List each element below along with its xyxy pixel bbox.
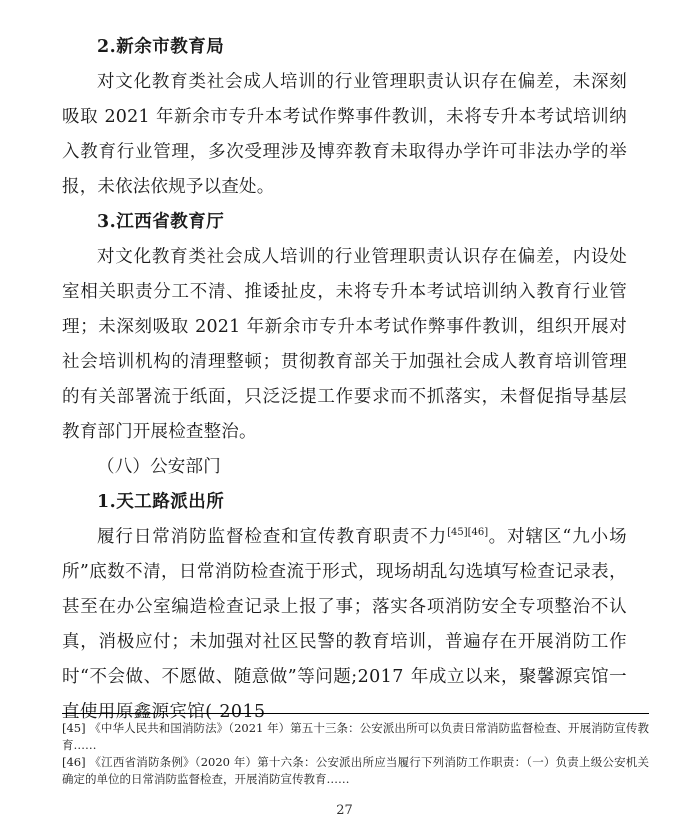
paragraph-xinyu-education-bureau: 对文化教育类社会成人培训的行业管理职责认识存在偏差，未深刻吸取 2021 年新余市专升本考试作弊事件教训，未将专升本考试培训纳入教育行业管理，多次受理涉及博弈教育未取得办学许可非法办学的举报，未依法依规予以查处。	[62, 72, 627, 197]
paragraph-text-before-refs: 履行日常消防监督检查和宣传教育职责不力	[97, 527, 448, 547]
footnote-45-marker: [45]	[62, 721, 86, 735]
paragraph-jiangxi-education-department: 对文化教育类社会成人培训的行业管理职责认识存在偏差，内设处室相关职责分工不清、推诿扯皮，未将专升本考试培训纳入教育行业管理；未深刻吸取 2021 年新余市专升本考试作弊事件教训，组织开展对社会培训机构的清理整顿；贯彻教育部关于加强社会成人教育培训管理的有关部署流于纸面，只泛泛提工作要求而不抓落实，未督促指导基层教育部门开展检查整治。	[62, 247, 627, 442]
heading-2-xinyu-education-bureau: 2.新余市教育局	[97, 37, 225, 57]
footnote-45-text: 《中华人民共和国消防法》（2021 年）第五十三条：公安派出所可以负责日常消防监督检查、开展消防宣传教育……	[62, 721, 649, 752]
paragraph-text-after-refs: 。对辖区“九小场所”底数不清，日常消防检查流于形式，现场胡乱勾选填写检查记录表，甚至在办公室编造检查记录上报了事；落实各项消防安全专项整治不认真，消极应付；未加强对社区民警的教育培训，普遍存在开展消防工作时“不会做、不愿做、随意做”等问题;2017 年成立以来，聚馨源宾馆一直使用原鑫源宾馆( 2015	[62, 527, 627, 722]
footnote-46	[62, 754, 649, 788]
footnote-46-text: 《江西省消防条例》（2020 年）第十六条：公安派出所应当履行下列消防工作职责：（一）负责上级公安机关确定的单位的日常消防监督检查，开展消防宣传教育……	[62, 755, 649, 786]
page-number: 27	[336, 803, 353, 818]
footnote-45	[62, 720, 649, 754]
document-body	[62, 30, 627, 730]
footnote-reference-marker: [45][46]	[447, 527, 489, 539]
section-heading-public-security: （八）公安部门	[97, 457, 221, 477]
paragraph-tiangong-road-police-station	[62, 520, 627, 730]
heading-3-jiangxi-education-department: 3.江西省教育厅	[97, 212, 225, 232]
heading-1-tiangong-road-police-station: 1.天工路派出所	[97, 492, 225, 512]
footnote-46-marker: [46]	[62, 755, 86, 769]
footnotes-section	[62, 713, 649, 788]
